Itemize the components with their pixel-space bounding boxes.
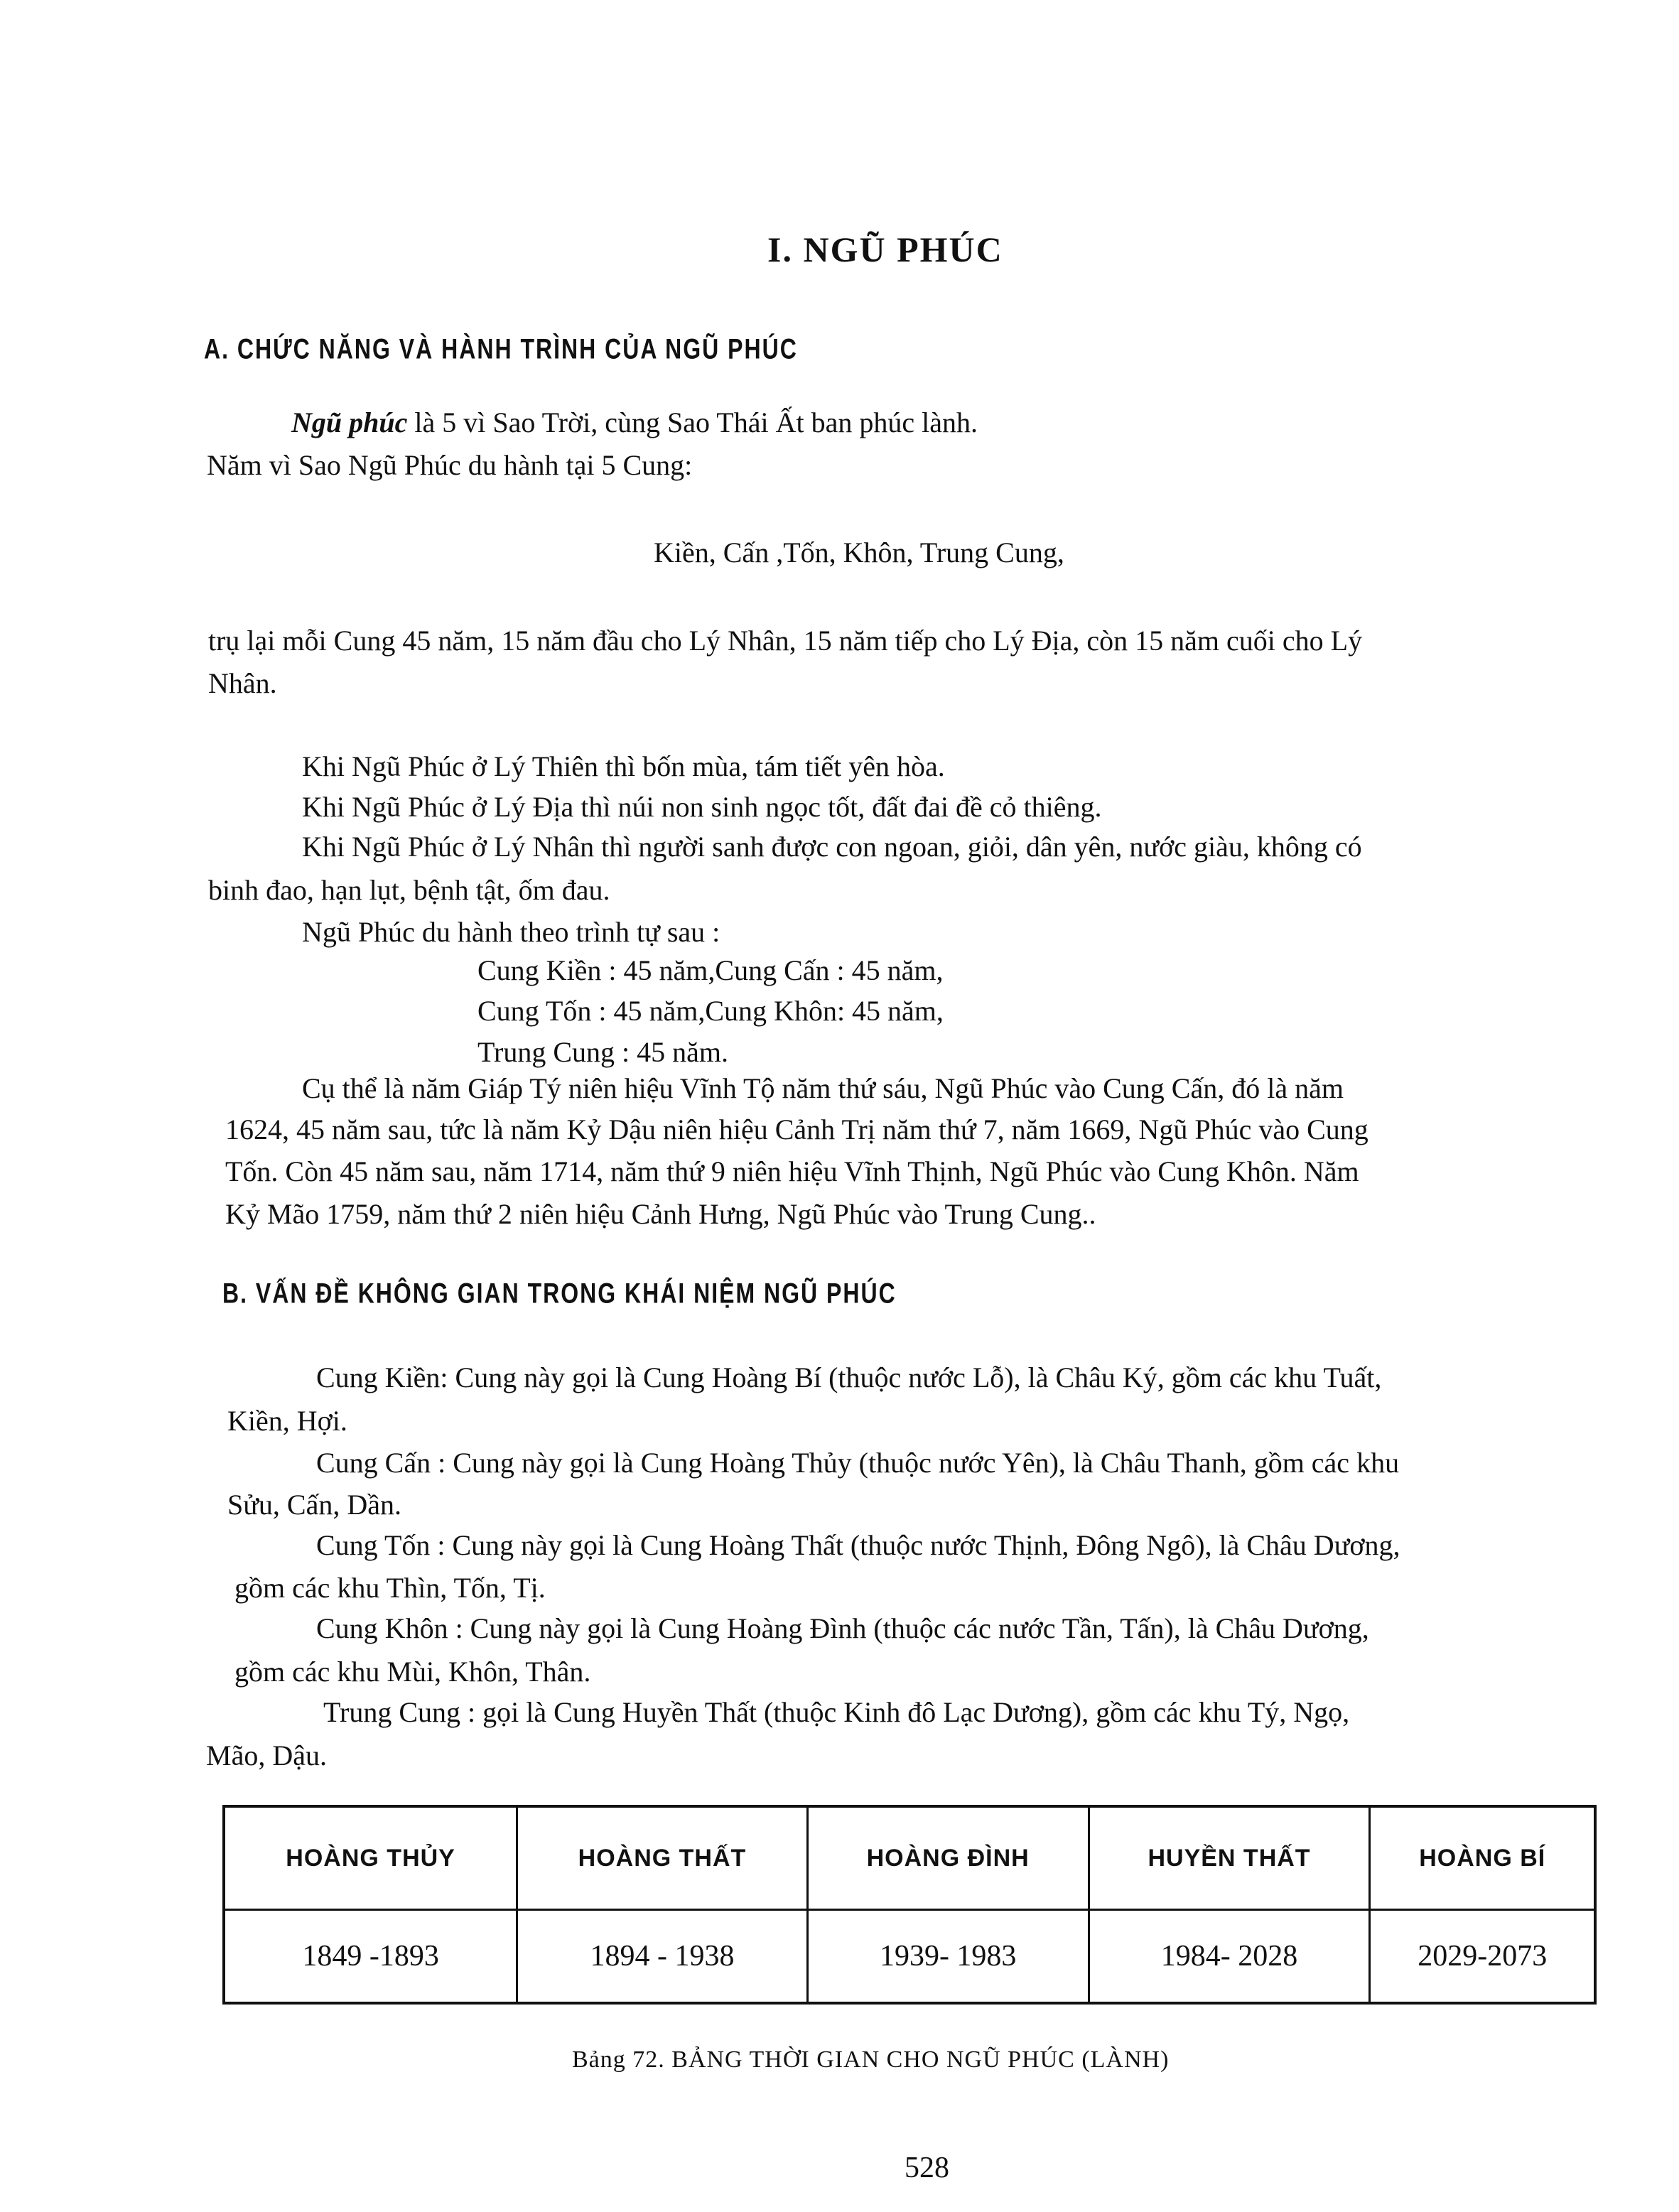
khon-line-2: gồm các khu Mùi, Khôn, Thân. <box>234 1656 591 1688</box>
table-header-cell: HOÀNG BÍ <box>1370 1806 1595 1910</box>
table-header-cell: HOÀNG THỦY <box>224 1806 517 1910</box>
table-header-cell: HOÀNG ĐÌNH <box>807 1806 1089 1910</box>
table-cell: 1849 -1893 <box>224 1910 517 2004</box>
order-line-3: Trung Cung : 45 năm. <box>477 1036 729 1068</box>
kien-line-1: Cung Kiền: Cung này gọi là Cung Hoàng Bí (thuộc nước Lỗ), là Châu Ký, gồm các khu Tuất, <box>316 1361 1382 1393</box>
intro-text: là 5 vì Sao Trời, cùng Sao Thái Ất ban phúc lành. <box>407 406 978 438</box>
page-number: 528 <box>905 2152 949 2184</box>
table-header-cell: HOÀNG THẤT <box>517 1806 808 1910</box>
table-caption: Bảng 72. BẢNG THỜI GIAN CHO NGŨ PHÚC (LÀNH) <box>572 2046 1170 2073</box>
paragraph-ly-thien: Khi Ngũ Phúc ở Lý Thiên thì bốn mùa, tám tiết yên hòa. <box>302 750 945 782</box>
detail-line-4: Kỷ Mão 1759, năm thứ 2 niên hiệu Cảnh Hưng, Ngũ Phúc vào Trung Cung.. <box>225 1198 1096 1230</box>
khon-line-1: Cung Khôn : Cung này gọi là Cung Hoàng Đình (thuộc các nước Tần, Tấn), là Châu Dương, <box>316 1612 1369 1644</box>
table-cell: 1894 - 1938 <box>517 1910 808 2004</box>
section-b-heading: B. VẤN ĐỀ KHÔNG GIAN TRONG KHÁI NIỆM NGŨ PHÚC <box>222 1277 897 1309</box>
order-line-1: Cung Kiền : 45 năm,Cung Cấn : 45 năm, <box>477 954 944 986</box>
can-line-1: Cung Cấn : Cung này gọi là Cung Hoàng Thủy (thuộc nước Yên), là Châu Thanh, gồm các khu <box>316 1447 1400 1479</box>
order-intro: Ngũ Phúc du hành theo trình tự sau : <box>302 916 720 948</box>
section-a-heading: A. CHỨC NĂNG VÀ HÀNH TRÌNH CỦA NGŨ PHÚC <box>204 333 798 365</box>
paragraph-ly-nhan-line-1: Khi Ngũ Phúc ở Lý Nhân thì người sanh được con ngoan, giỏi, dân yên, nước giàu, không có <box>302 831 1362 863</box>
detail-line-2: 1624, 45 năm sau, tức là năm Kỷ Dậu niên hiệu Cảnh Trị năm thứ 7, năm 1669, Ngũ Phúc vào Cung <box>225 1113 1368 1145</box>
paragraph-ly-dia: Khi Ngũ Phúc ở Lý Địa thì núi non sinh ngọc tốt, đất đai đề cỏ thiêng. <box>302 791 1102 823</box>
trung-line-1: Trung Cung : gọi là Cung Huyền Thất (thuộc Kinh đô Lạc Dương), gồm các khu Tý, Ngọ, <box>323 1696 1350 1728</box>
ton-line-1: Cung Tốn : Cung này gọi là Cung Hoàng Thất (thuộc nước Thịnh, Đông Ngô), là Châu Dương, <box>316 1529 1400 1561</box>
kien-line-2: Kiền, Hợi. <box>227 1405 347 1437</box>
trung-line-2: Mão, Dậu. <box>206 1739 327 1771</box>
palace-list: Kiền, Cấn ,Tốn, Khôn, Trung Cung, <box>654 536 1064 568</box>
ton-line-2: gồm các khu Thìn, Tốn, Tị. <box>234 1572 546 1604</box>
can-line-2: Sửu, Cấn, Dần. <box>227 1489 401 1521</box>
table-header-cell: HUYỀN THẤT <box>1089 1806 1370 1910</box>
table-row <box>224 1910 1595 2004</box>
table-cell: 1984- 2028 <box>1089 1910 1370 2004</box>
table-cell: 2029-2073 <box>1370 1910 1595 2004</box>
intro-term: Ngũ phúc <box>291 406 408 438</box>
detail-line-1: Cụ thể là năm Giáp Tý niên hiệu Vĩnh Tộ năm thứ sáu, Ngũ Phúc vào Cung Cấn, đó là năm <box>302 1072 1344 1104</box>
page-title: I. NGŨ PHÚC <box>767 230 1003 269</box>
stay-text-line-1: trụ lại mỗi Cung 45 năm, 15 năm đầu cho Lý Nhân, 15 năm tiếp cho Lý Địa, còn 15 năm cuối cho Lý <box>208 625 1363 657</box>
detail-line-3: Tốn. Còn 45 năm sau, năm 1714, năm thứ 9 niên hiệu Vĩnh Thịnh, Ngũ Phúc vào Cung Khôn. Năm <box>225 1155 1359 1187</box>
time-table <box>222 1805 1597 2005</box>
table-cell: 1939- 1983 <box>807 1910 1089 2004</box>
intro-line-2: Năm vì Sao Ngũ Phúc du hành tại 5 Cung: <box>207 449 693 481</box>
stay-text-line-2: Nhân. <box>208 667 277 699</box>
table-header-row <box>224 1806 1595 1910</box>
intro-paragraph <box>291 405 978 441</box>
order-line-2: Cung Tốn : 45 năm,Cung Khôn: 45 năm, <box>477 995 944 1027</box>
paragraph-ly-nhan-line-2: binh đao, hạn lụt, bệnh tật, ốm đau. <box>208 874 610 906</box>
